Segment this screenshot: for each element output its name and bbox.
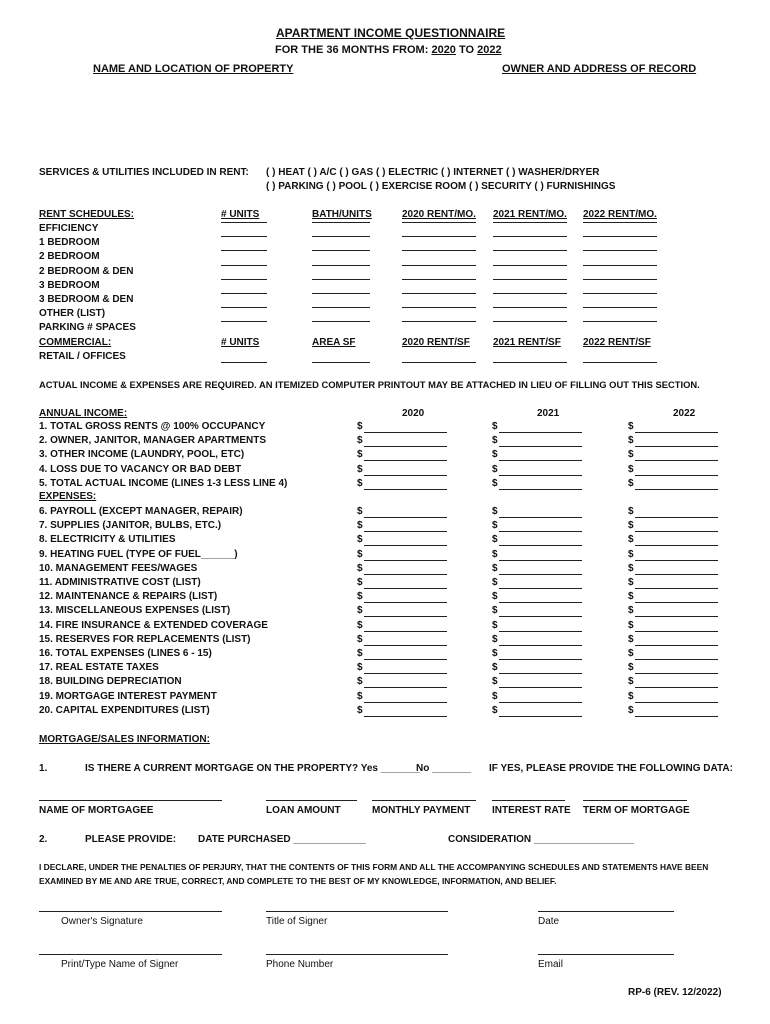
amount-underline[interactable]	[635, 489, 718, 490]
dollar-sign: $	[357, 648, 363, 659]
rent-rent-2021-field[interactable]	[493, 279, 567, 280]
amount-underline[interactable]	[499, 602, 582, 603]
dollar-sign: $	[492, 662, 498, 674]
amount-underline[interactable]	[635, 673, 718, 674]
declaration-line2: EXAMINED BY ME AND ARE TRUE, CORRECT, AND COMPLETE TO THE BEST OF MY KNOWLEDGE, INFORMATION, AND BELIEF.	[39, 876, 557, 886]
line-item-label: 13. MISCELLANEOUS EXPENSES (LIST)	[39, 605, 231, 617]
amount-underline[interactable]	[499, 588, 582, 589]
line-item-label: 10. MANAGEMENT FEES/WAGES	[39, 562, 198, 574]
term-of-mortgage-field[interactable]	[583, 800, 687, 801]
amount-underline[interactable]	[499, 489, 582, 490]
rent-row-label: PARKING # SPACES	[39, 322, 136, 334]
amount-underline[interactable]	[635, 560, 718, 561]
amount-underline[interactable]	[499, 475, 582, 476]
interest-rate-field[interactable]	[492, 800, 565, 801]
amount-underline[interactable]	[364, 702, 447, 703]
phone-field[interactable]	[266, 954, 448, 955]
amount-underline[interactable]	[499, 716, 582, 717]
amount-underline[interactable]	[364, 574, 447, 575]
dollar-sign: $	[492, 520, 498, 532]
dollar-sign: $	[628, 577, 634, 588]
email-label: Email	[538, 959, 564, 970]
line-item-label: 9. HEATING FUEL (TYPE OF FUEL______)	[39, 548, 238, 560]
rent-bath-field[interactable]	[312, 250, 370, 251]
dollar-sign: $	[357, 619, 363, 631]
rent-units-field[interactable]	[221, 236, 267, 237]
amount-underline[interactable]	[364, 631, 447, 632]
dollar-sign: $	[492, 605, 498, 617]
amount-underline[interactable]	[364, 659, 447, 660]
rent-row-label: 3 BEDROOM	[39, 279, 100, 291]
amount-underline[interactable]	[364, 616, 447, 617]
dollar-sign: $	[357, 435, 363, 447]
amount-underline[interactable]	[499, 631, 582, 632]
dollar-sign: $	[492, 435, 498, 447]
line-item-label: 8. ELECTRICITY & UTILITIES	[39, 534, 176, 546]
q2-number: 2.	[39, 834, 48, 845]
line-item-label: 3. OTHER INCOME (LAUNDRY, POOL, ETC)	[39, 449, 245, 461]
dollar-sign: $	[492, 704, 498, 716]
rent-rent-2022-field[interactable]	[583, 250, 657, 251]
annual-income-heading: ANNUAL INCOME:	[39, 408, 128, 419]
rent-rent-2022-field[interactable]	[583, 293, 657, 294]
dollar-sign: $	[357, 534, 363, 546]
rent-rent-2020-field[interactable]	[402, 236, 476, 237]
phone-label: Phone Number	[266, 959, 334, 970]
amount-underline[interactable]	[364, 645, 447, 646]
title-of-signer-label: Title of Signer	[266, 916, 328, 927]
owner-address-heading: OWNER AND ADDRESS OF RECORD	[502, 63, 697, 75]
dollar-sign: $	[628, 520, 634, 532]
commercial-2020-header: 2020 RENT/SF	[402, 337, 470, 348]
amount-underline[interactable]	[364, 432, 447, 433]
owner-signature-label: Owner's Signature	[61, 916, 143, 927]
dollar-sign: $	[628, 605, 634, 617]
amount-underline[interactable]	[499, 702, 582, 703]
amount-underline[interactable]	[499, 545, 582, 546]
amount-underline[interactable]	[499, 616, 582, 617]
line-item-label: 4. LOSS DUE TO VACANCY OR BAD DEBT	[39, 463, 242, 475]
rent-units-field[interactable]	[221, 293, 267, 294]
line-item-label: 1. TOTAL GROSS RENTS @ 100% OCCUPANCY	[39, 421, 266, 432]
q2-text: PLEASE PROVIDE:	[85, 834, 177, 845]
dollar-sign: $	[628, 662, 634, 674]
actual-income-note: ACTUAL INCOME & EXPENSES ARE REQUIRED. AN ITEMIZED COMPUTER PRINTOUT MAY BE ATTACHED IN LIEU OF FILLING OUT THIS SECTION.	[39, 379, 700, 390]
dollar-sign: $	[492, 506, 498, 517]
dollar-sign: $	[628, 449, 634, 461]
date-label: Date	[538, 916, 560, 927]
dollar-sign: $	[357, 704, 363, 716]
amount-underline[interactable]	[364, 517, 447, 518]
rent-row-label: 1 BEDROOM	[39, 237, 100, 249]
expenses-heading: EXPENSES:	[39, 491, 97, 502]
line-item-label: 18. BUILDING DEPRECIATION	[39, 676, 182, 688]
commercial-2021-header: 2021 RENT/SF	[493, 337, 561, 348]
owner-signature-field[interactable]	[39, 911, 222, 912]
services-label: SERVICES & UTILITIES INCLUDED IN RENT:	[39, 167, 249, 178]
dollar-sign: $	[492, 676, 498, 688]
date-purchased-field[interactable]: DATE PURCHASED _____________	[198, 834, 366, 845]
rent-rent-2020-field[interactable]	[402, 293, 476, 294]
declaration-line1: I DECLARE, UNDER THE PENALTIES OF PERJURY, THAT THE CONTENTS OF THIS FORM AND ALL THE ACCOMPANYING SCHEDULES AND STATEMENTS HAVE BEEN	[39, 862, 709, 872]
dollar-sign: $	[357, 477, 363, 489]
rent-row-label: 2 BEDROOM	[39, 251, 100, 263]
dollar-sign: $	[357, 520, 363, 532]
commercial-label: COMMERCIAL:	[39, 337, 112, 348]
line-item-label: 17. REAL ESTATE TAXES	[39, 662, 159, 674]
amount-underline[interactable]	[635, 574, 718, 575]
amount-underline[interactable]	[499, 432, 582, 433]
rent-row-label: OTHER (LIST)	[39, 308, 106, 320]
dollar-sign: $	[357, 605, 363, 617]
rent-rent-2022-field[interactable]	[583, 265, 657, 266]
monthly-payment-field[interactable]	[372, 800, 476, 801]
dollar-sign: $	[628, 506, 634, 517]
rent-units-field[interactable]	[221, 321, 267, 322]
rent-rent-2022-field[interactable]	[583, 222, 657, 223]
amount-underline[interactable]	[635, 616, 718, 617]
retail-2021-field[interactable]	[493, 362, 567, 363]
commercial-area-header: AREA SF	[312, 337, 356, 348]
dollar-sign: $	[357, 690, 363, 702]
amount-underline[interactable]	[364, 489, 447, 490]
amount-underline[interactable]	[364, 545, 447, 546]
line-item-label: 14. FIRE INSURANCE & EXTENDED COVERAGE	[39, 619, 268, 631]
print-name-field[interactable]	[39, 954, 222, 955]
dollar-sign: $	[628, 619, 634, 631]
amount-underline[interactable]	[499, 574, 582, 575]
amount-underline[interactable]	[635, 588, 718, 589]
line-item-label: 15. RESERVES FOR REPLACEMENTS (LIST)	[39, 633, 251, 645]
dollar-sign: $	[492, 591, 498, 603]
dollar-sign: $	[357, 591, 363, 603]
rent-rent-2021-field[interactable]	[493, 293, 567, 294]
rent-rent-2020-field[interactable]	[402, 222, 476, 223]
rent-rent-2020-field[interactable]	[402, 307, 476, 308]
mortgagee-name-label: NAME OF MORTGAGEE	[39, 805, 154, 816]
amount-underline[interactable]	[364, 673, 447, 674]
line-item-label: 2. OWNER, JANITOR, MANAGER APARTMENTS	[39, 435, 267, 447]
dollar-sign: $	[492, 577, 498, 588]
amount-underline[interactable]	[635, 517, 718, 518]
line-item-label: 16. TOTAL EXPENSES (LINES 6 - 15)	[39, 648, 212, 659]
amount-underline[interactable]	[635, 702, 718, 703]
dollar-sign: $	[492, 463, 498, 475]
amount-underline[interactable]	[635, 460, 718, 461]
amount-underline[interactable]	[635, 475, 718, 476]
dollar-sign: $	[628, 435, 634, 447]
amount-underline[interactable]	[364, 560, 447, 561]
dollar-sign: $	[492, 690, 498, 702]
rent-bath-field[interactable]	[312, 293, 370, 294]
rent-bath-field[interactable]	[312, 321, 370, 322]
dollar-sign: $	[628, 648, 634, 659]
col-bath-header: BATH/UNITS	[312, 209, 372, 220]
amount-underline[interactable]	[635, 687, 718, 688]
rent-units-field[interactable]	[221, 279, 267, 280]
rent-units-field[interactable]	[221, 307, 267, 308]
loan-amount-field[interactable]	[266, 800, 357, 801]
interest-rate-label: INTEREST RATE	[492, 805, 571, 816]
rent-bath-field[interactable]	[312, 265, 370, 266]
amount-underline[interactable]	[364, 460, 447, 461]
line-item-label: 7. SUPPLIES (JANITOR, BULBS, ETC.)	[39, 520, 222, 532]
q1-text[interactable]: IS THERE A CURRENT MORTGAGE ON THE PROPERTY? Yes _______	[85, 763, 420, 774]
amount-underline[interactable]	[635, 631, 718, 632]
retail-area-field[interactable]	[312, 362, 370, 363]
name-location-heading: NAME AND LOCATION OF PROPERTY	[93, 63, 294, 75]
dollar-sign: $	[492, 548, 498, 560]
loan-amount-label: LOAN AMOUNT	[266, 805, 341, 816]
mortgagee-name-field[interactable]	[39, 800, 222, 801]
period-line	[275, 44, 502, 56]
rent-units-field[interactable]	[221, 222, 267, 223]
amount-underline[interactable]	[499, 687, 582, 688]
dollar-sign: $	[357, 676, 363, 688]
rent-rent-2021-field[interactable]	[493, 250, 567, 251]
year-2021-header: 2021	[537, 408, 560, 419]
retail-offices-label: RETAIL / OFFICES	[39, 351, 126, 362]
retail-2022-field[interactable]	[583, 362, 657, 363]
amount-underline[interactable]	[635, 659, 718, 660]
amount-underline[interactable]	[364, 588, 447, 589]
dollar-sign: $	[628, 704, 634, 716]
rent-rent-2022-field[interactable]	[583, 307, 657, 308]
line-item-label: 12. MAINTENANCE & REPAIRS (LIST)	[39, 591, 218, 603]
dollar-sign: $	[628, 463, 634, 475]
dollar-sign: $	[628, 633, 634, 645]
amount-underline[interactable]	[364, 446, 447, 447]
title-of-signer-field[interactable]	[266, 911, 448, 912]
rent-bath-field[interactable]	[312, 222, 370, 223]
amount-underline[interactable]	[635, 531, 718, 532]
dollar-sign: $	[628, 562, 634, 574]
rent-rent-2020-field[interactable]	[402, 250, 476, 251]
dollar-sign: $	[357, 421, 363, 432]
retail-units-field[interactable]	[221, 362, 267, 363]
amount-underline[interactable]	[635, 545, 718, 546]
rent-rent-2020-field[interactable]	[402, 279, 476, 280]
email-field[interactable]	[538, 954, 674, 955]
dollar-sign: $	[357, 548, 363, 560]
rent-rent-2020-field[interactable]	[402, 321, 476, 322]
dollar-sign: $	[492, 648, 498, 659]
line-item-label: 5. TOTAL ACTUAL INCOME (LINES 1-3 LESS LINE 4)	[39, 477, 288, 489]
rent-rent-2020-field[interactable]	[402, 265, 476, 266]
q1-number: 1.	[39, 763, 48, 774]
col-units-header: # UNITS	[221, 209, 260, 220]
line-item-label: 6. PAYROLL (EXCEPT MANAGER, REPAIR)	[39, 506, 243, 517]
amount-underline[interactable]	[499, 560, 582, 561]
line-item-label: 19. MORTGAGE INTEREST PAYMENT	[39, 690, 217, 702]
rent-rent-2021-field[interactable]	[493, 222, 567, 223]
rent-rent-2021-field[interactable]	[493, 321, 567, 322]
dollar-sign: $	[628, 591, 634, 603]
amount-underline[interactable]	[364, 602, 447, 603]
col-2022-header: 2022 RENT/MO.	[583, 209, 657, 220]
services-options-line1[interactable]: ( ) HEAT ( ) A/C ( ) GAS ( ) ELECTRIC ( ) INTERNET ( ) WASHER/DRYER	[266, 167, 600, 178]
term-of-mortgage-label: TERM OF MORTGAGE	[583, 805, 690, 816]
amount-underline[interactable]	[364, 475, 447, 476]
date-field[interactable]	[538, 911, 674, 912]
rent-bath-field[interactable]	[312, 236, 370, 237]
rent-row-label: 2 BEDROOM & DEN	[39, 265, 134, 277]
q1-no[interactable]: No _______	[416, 763, 472, 774]
rent-row-label: EFFICIENCY	[39, 223, 99, 234]
monthly-payment-label: MONTHLY PAYMENT	[372, 805, 471, 816]
dollar-sign: $	[628, 690, 634, 702]
to-year[interactable]: 2022	[477, 44, 502, 56]
amount-underline[interactable]	[499, 446, 582, 447]
line-item-label: 11. ADMINISTRATIVE COST (LIST)	[39, 577, 201, 588]
dollar-sign: $	[492, 477, 498, 489]
rent-bath-field[interactable]	[312, 279, 370, 280]
from-year[interactable]: 2020	[431, 44, 456, 56]
dollar-sign: $	[357, 562, 363, 574]
dollar-sign: $	[357, 577, 363, 588]
dollar-sign: $	[492, 619, 498, 631]
dollar-sign: $	[628, 676, 634, 688]
amount-underline[interactable]	[364, 687, 447, 688]
amount-underline[interactable]	[635, 716, 718, 717]
rent-row-label: 3 BEDROOM & DEN	[39, 294, 134, 305]
rent-rent-2022-field[interactable]	[583, 279, 657, 280]
year-2020-header: 2020	[402, 408, 425, 419]
dollar-sign: $	[357, 662, 363, 674]
line-item-label: 20. CAPITAL EXPENDITURES (LIST)	[39, 704, 210, 716]
period-prefix: FOR THE 36 MONTHS FROM:	[275, 44, 429, 56]
dollar-sign: $	[492, 633, 498, 645]
rent-rent-2021-field[interactable]	[493, 307, 567, 308]
rent-bath-field[interactable]	[312, 307, 370, 308]
q1-if-yes: IF YES, PLEASE PROVIDE THE FOLLOWING DATA:	[489, 763, 733, 774]
amount-underline[interactable]	[499, 531, 582, 532]
to-word: TO	[459, 44, 475, 56]
dollar-sign: $	[492, 449, 498, 461]
rent-rent-2022-field[interactable]	[583, 236, 657, 237]
dollar-sign: $	[492, 562, 498, 574]
services-options-line2[interactable]: ( ) PARKING ( ) POOL ( ) EXERCISE ROOM ( ) SECURITY ( ) FURNISHINGS	[266, 181, 616, 192]
dollar-sign: $	[492, 421, 498, 432]
retail-2020-field[interactable]	[402, 362, 476, 363]
dollar-sign: $	[357, 449, 363, 461]
dollar-sign: $	[628, 421, 634, 432]
year-2022-header: 2022	[673, 408, 696, 419]
dollar-sign: $	[357, 463, 363, 475]
form-id: RP-6 (REV. 12/2022)	[628, 987, 722, 998]
rent-schedules-heading: RENT SCHEDULES:	[39, 209, 135, 220]
print-name-label: Print/Type Name of Signer	[61, 959, 179, 970]
dollar-sign: $	[628, 548, 634, 560]
commercial-units-header: # UNITS	[221, 337, 260, 348]
dollar-sign: $	[492, 534, 498, 546]
amount-underline[interactable]	[635, 602, 718, 603]
amount-underline[interactable]	[635, 645, 718, 646]
consideration-field[interactable]: CONSIDERATION __________________	[448, 834, 635, 845]
col-2021-header: 2021 RENT/MO.	[493, 209, 567, 220]
rent-units-field[interactable]	[221, 265, 267, 266]
amount-underline[interactable]	[364, 531, 447, 532]
amount-underline[interactable]	[635, 432, 718, 433]
rent-units-field[interactable]	[221, 250, 267, 251]
rent-rent-2021-field[interactable]	[493, 236, 567, 237]
amount-underline[interactable]	[635, 446, 718, 447]
dollar-sign: $	[628, 534, 634, 546]
rent-rent-2022-field[interactable]	[583, 321, 657, 322]
mortgage-heading: MORTGAGE/SALES INFORMATION:	[39, 734, 210, 745]
amount-underline[interactable]	[499, 659, 582, 660]
amount-underline[interactable]	[499, 460, 582, 461]
rent-rent-2021-field[interactable]	[493, 265, 567, 266]
dollar-sign: $	[357, 633, 363, 645]
amount-underline[interactable]	[499, 673, 582, 674]
amount-underline[interactable]	[499, 645, 582, 646]
amount-underline[interactable]	[364, 716, 447, 717]
amount-underline[interactable]	[499, 517, 582, 518]
col-2020-header: 2020 RENT/MO.	[402, 209, 476, 220]
form-title: APARTMENT INCOME QUESTIONNAIRE	[276, 26, 506, 40]
dollar-sign: $	[628, 477, 634, 489]
commercial-2022-header: 2022 RENT/SF	[583, 337, 651, 348]
dollar-sign: $	[357, 506, 363, 517]
